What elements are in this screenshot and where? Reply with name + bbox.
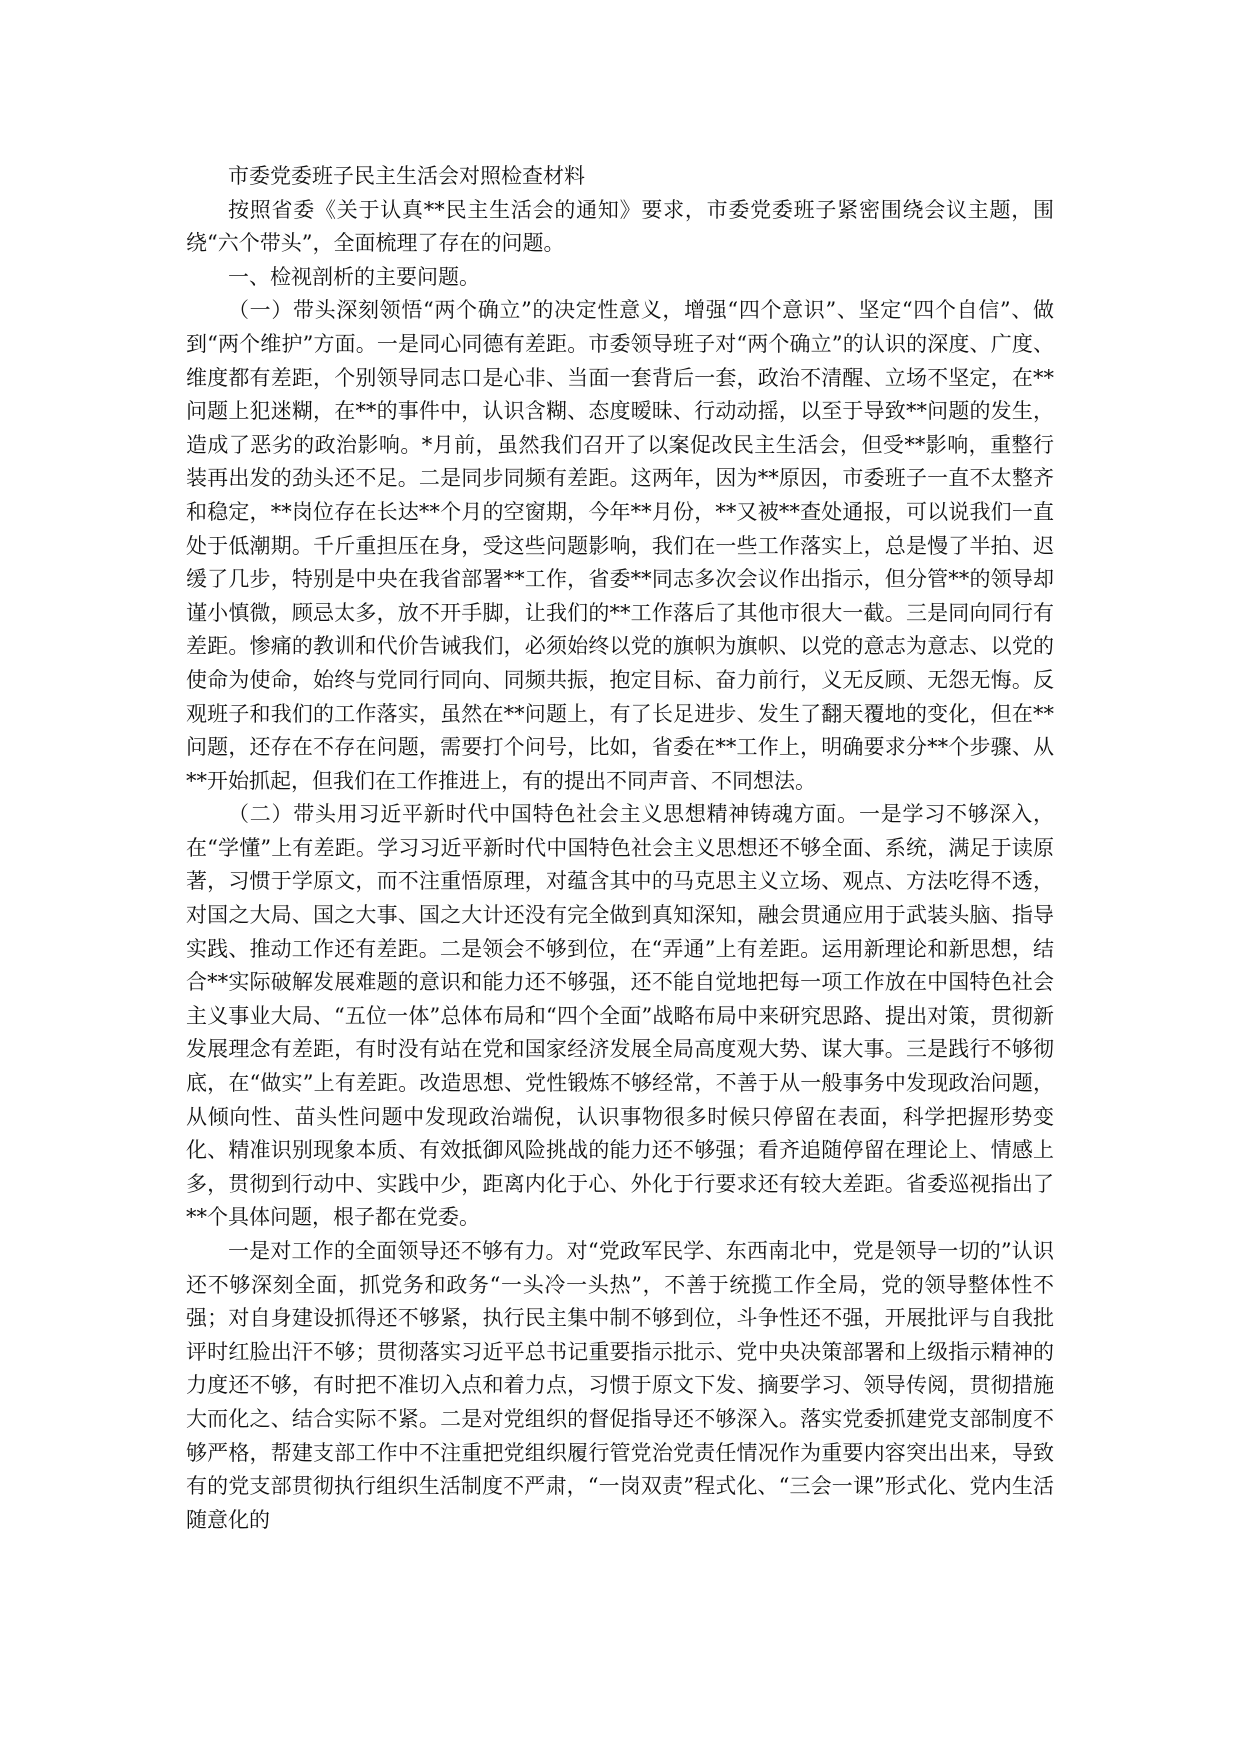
document-body [186,160,1054,1537]
section-heading: 一、检视剖析的主要问题。 [228,264,480,289]
body-paragraph-1: （一）带头深刻领悟“两个确立”的决定性意义，增强“四个意识”、坚定“四个自信”、做到“两个维护”方面。一是同心同德有差距。市委领导班子对“两个确立”的认识的深度、广度、维度都有差距，个别领导同志口是心非、当面一套背后一套，政治不清醒、立场不坚定，在**问题上犯迷糊，在**的事件中，认识含糊、态度暧昧、行动动摇，以至于导致**问题的发生，造成了恶劣的政治影响。*月前，虽然我们召开了以案促改民主生活会，但受**影响，重整行装再出发的劲头还不足。二是同步同频有差距。这两年，因为**原因，市委班子一直不太整齐和稳定，**岗位存在长达**个月的空窗期，今年**月份，**又被**查处通报，可以说我们一直处于低潮期。千斤重担压在身，受这些问题影响，我们在一些工作落实上，总是慢了半拍、迟缓了几步，特别是中央在我省部署**工作，省委**同志多次会议作出指示，但分管**的领导却谨小慎微，顾忌太多，放不开手脚，让我们的**工作落后了其他市很大一截。三是同向同行有差距。惨痛的教训和代价告诫我们，必须始终以党的旗帜为旗帜、以党的意志为意志、以党的使命为使命，始终与党同行同向、同频共振，抱定目标、奋力前行，义无反顾、无怨无悔。反观班子和我们的工作落实，虽然在**问题上，有了长足进步、发生了翻天覆地的变化，但在**问题，还存在不存在问题，需要打个问号，比如，省委在**工作上，明确要求分**个步骤、从**开始抓起，但我们在工作推进上，有的提出不同声音、不同想法。 [186,298,1054,793]
document-title: 市委党委班子民主生活会对照检查材料 [228,164,585,188]
body-paragraph-3: 一是对工作的全面领导还不够有力。对“党政军民学、东西南北中，党是领导一切的”认识还不够深刻全面，抓党务和政务“一头冷一头热”，不善于统揽工作全局，党的领导整体性不强；对自身建设抓得还不够紧，执行民主集中制不够到位，斗争性还不强，开展批评与自我批评时红脸出汗不够；贯彻落实习近平总书记重要指示批示、党中央决策部署和上级指示精神的力度还不够，有时把不准切入点和着力点，习惯于原文下发、摘要学习、领导传阅，贯彻措施大而化之、结合实际不紧。二是对党组织的督促指导还不够深入。落实党委抓建党支部制度不够严格，帮建支部工作中不注重把党组织履行管党治党责任情况作为重要内容突出出来，导致有的党支部贯彻执行组织生活制度不严肃，“一岗双责”程式化、“三会一课”形式化、党内生活随意化的 [186,1239,1054,1532]
body-paragraph-2: （二）带头用习近平新时代中国特色社会主义思想精神铸魂方面。一是学习不够深入，在“学懂”上有差距。学习习近平新时代中国特色社会主义思想还不够全面、系统，满足于读原著，习惯于学原文，而不注重悟原理，对蕴含其中的马克思主义立场、观点、方法吃得不透，对国之大局、国之大事、国之大计还没有完全做到真知深知，融会贯通应用于武装头脑、指导实践、推动工作还有差距。二是领会不够到位，在“弄通”上有差距。运用新理论和新思想，结合**实际破解发展难题的意识和能力还不够强，还不能自觉地把每一项工作放在中国特色社会主义事业大局、“五位一体”总体布局和“四个全面”战略布局中来研究思路、提出对策，贯彻新发展理念有差距，有时没有站在党和国家经济发展全局高度观大势、谋大事。三是践行不够彻底，在“做实”上有差距。改造思想、党性锻炼不够经常，不善于从一般事务中发现政治问题，从倾向性、苗头性问题中发现政治端倪，认识事物很多时候只停留在表面，科学把握形势变化、精准识别现象本质、有效抵御风险挑战的能力还不够强；看齐追随停留在理论上、情感上多，贯彻到行动中、实践中少，距离内化于心、外化于行要求还有较大差距。省委巡视指出了**个具体问题，根子都在党委。 [186,802,1054,1230]
intro-paragraph: 按照省委《关于认真**民主生活会的通知》要求，市委党委班子紧密围绕会议主题，围绕“六个带头”，全面梳理了存在的问题。 [186,197,1054,256]
